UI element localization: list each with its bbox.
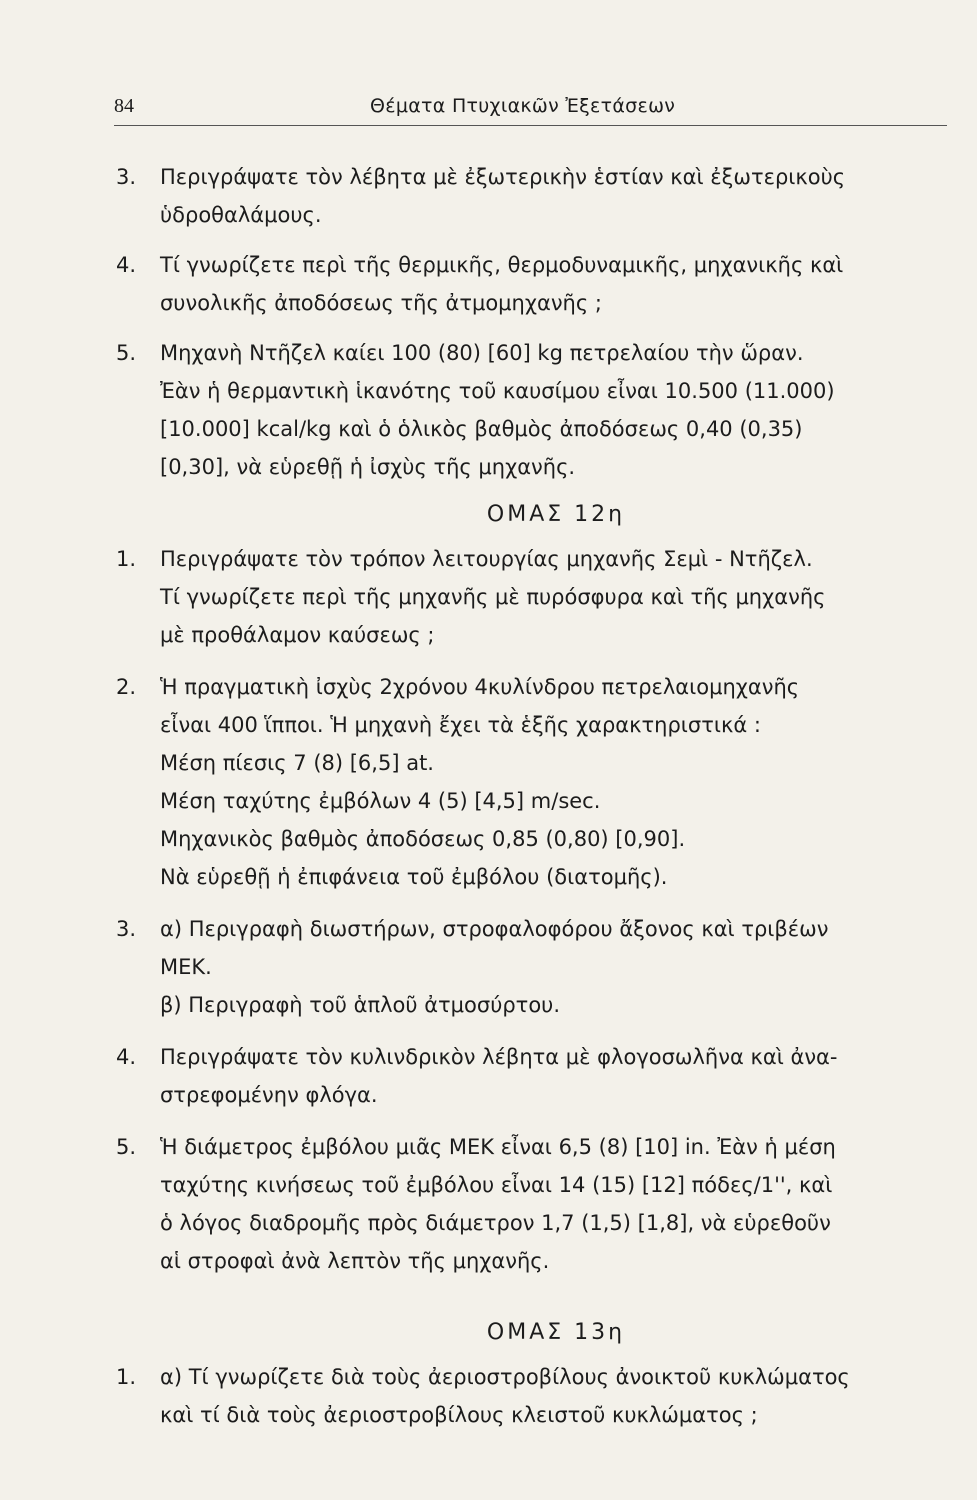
question-text-line: α) Τί γνωρίζετε διὰ τοὺς ἀεριοστροβίλους ἀνοικτοῦ κυκλώματος [160,1365,850,1389]
question-text-line: συνολικῆς ἀποδόσεως τῆς ἀτμομηχανῆς ; [160,291,602,315]
question-number: 5. [116,341,137,365]
question-4 [116,246,956,322]
question-number: 3. [116,917,137,941]
question-text-line: Περιγράψατε τὸν τρόπον λειτουργίας μηχανῆς Σεμὶ - Ντῆζελ. [160,547,813,571]
question-text-line: ὁ λόγος διαδρομῆς πρὸς διάμετρον 1,7 (1,5) [1,8], νὰ εὑρεθοῦν [160,1211,831,1235]
question-text-line: ταχύτης κινήσεως τοῦ ἐμβόλου εἶναι 14 (15) [12] πόδες/1'', καὶ [160,1173,833,1197]
group12-question-2 [116,668,956,896]
question-text-line: αἱ στροφαὶ ἀνὰ λεπτὸν τῆς μηχανῆς. [160,1249,550,1273]
question-text-line: [0,30], νὰ εὑρεθῇ ἡ ἰσχὺς τῆς μηχανῆς. [160,455,576,479]
page-number: 84 [114,95,134,117]
group12-question-1 [116,540,956,654]
question-text-line: εἶναι 400 ἵπποι. Ἡ μηχανὴ ἔχει τὰ ἑξῆς χαρακτηριστικά : [160,713,761,737]
group12-question-4 [116,1038,956,1114]
group13-question-1 [116,1358,956,1434]
question-text-line: [10.000] kcal/kg καὶ ὁ ὁλικὸς βαθμὸς ἀποδόσεως 0,40 (0,35) [160,417,803,441]
question-text-line: Νὰ εὑρεθῇ ἡ ἐπιφάνεια τοῦ ἐμβόλου (διατομῆς). [160,865,668,889]
question-text-line: Ἐὰν ἡ θερμαντικὴ ἱκανότης τοῦ καυσίμου εἶναι 10.500 (11.000) [160,379,835,403]
question-text-line: Περιγράψατε τὸν κυλινδρικὸν λέβητα μὲ φλογοσωλῆνα καὶ ἀνα- [160,1045,838,1069]
group-12-title: ΟΜΑΣ 12η [486,502,626,527]
question-number: 4. [116,1045,137,1069]
page-content [116,158,956,1434]
question-5 [116,334,956,486]
question-text-line: Τί γνωρίζετε περὶ τῆς μηχανῆς μὲ πυρόσφυρα καὶ τῆς μηχανῆς [160,585,826,609]
question-text-line: καὶ τί διὰ τοὺς ἀεριοστροβίλους κλειστοῦ κυκλώματος ; [160,1403,758,1427]
question-number: 5. [116,1135,137,1159]
question-number: 2. [116,675,137,699]
question-text-line: α) Περιγραφὴ διωστήρων, στροφαλοφόρου ἄξονος καὶ τριβέων [160,917,829,941]
group12-question-3 [116,910,956,1024]
question-text-line: ὑδροθαλάμους. [160,203,322,227]
group-13-title: ΟΜΑΣ 13η [486,1320,626,1345]
question-text-line: Περιγράψατε τὸν λέβητα μὲ ἐξωτερικὴν ἑστίαν καὶ ἐξωτερικοὺς [160,165,846,189]
running-title: Θέματα Πτυχιακῶν Ἐξετάσεων [370,95,676,117]
question-text-line: Ἡ διάμετρος ἐμβόλου μιᾶς ΜΕΚ εἶναι 6,5 (8) [10] in. Ἐὰν ἡ μέση [160,1135,836,1159]
question-3 [116,158,956,234]
question-text-line: Μηχανικὸς βαθμὸς ἀποδόσεως 0,85 (0,80) [0,90]. [160,827,686,851]
question-text-line: Μέση πίεσις 7 (8) [6,5] at. [160,751,434,775]
question-text-line: μὲ προθάλαμον καύσεως ; [160,623,435,647]
question-text-line: στρεφομένην φλόγα. [160,1083,378,1107]
question-number: 1. [116,547,137,571]
question-number: 1. [116,1365,137,1389]
question-text-line: ΜΕΚ. [160,955,212,979]
question-text-line: Μέση ταχύτης ἐμβόλων 4 (5) [4,5] m/sec. [160,789,601,813]
question-text-line: Τί γνωρίζετε περὶ τῆς θερμικῆς, θερμοδυναμικῆς, μηχανικῆς καὶ [160,253,844,277]
page-header [114,95,947,125]
question-text-line: Ἡ πραγματικὴ ἰσχὺς 2χρόνου 4κυλίνδρου πετρελαιομηχανῆς [160,675,800,699]
header-rule [114,125,947,126]
question-text-line: Μηχανὴ Ντῆζελ καίει 100 (80) [60] kg πετρελαίου τὴν ὥραν. [160,341,804,365]
question-text-line: β) Περιγραφὴ τοῦ ἁπλοῦ ἀτμοσύρτου. [160,993,560,1017]
question-number: 4. [116,253,137,277]
group12-question-5 [116,1128,956,1280]
question-number: 3. [116,165,137,189]
